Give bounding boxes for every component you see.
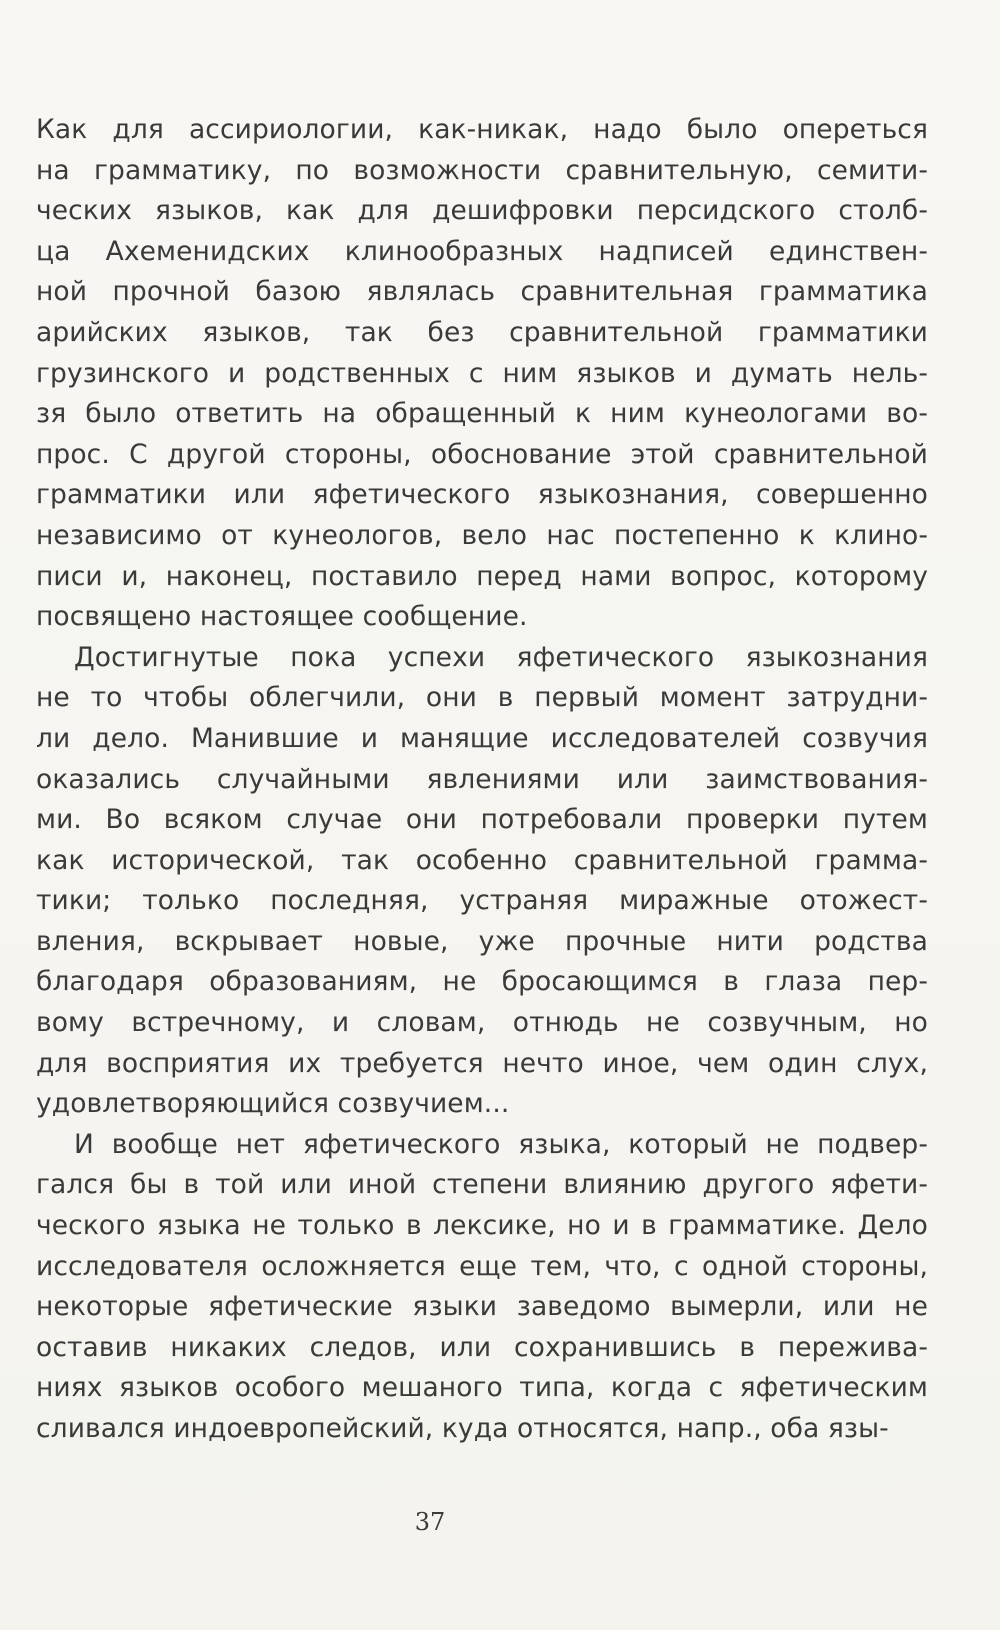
text-line: некоторые яфетические языки заведомо вымерли, или не <box>36 1291 928 1323</box>
text-line: ческого языка не только в лексике, но и в грамматике. Дело <box>36 1210 928 1242</box>
paragraph <box>36 110 928 638</box>
body-text <box>36 110 928 1450</box>
text-line: вления, вскрывает новые, уже прочные нити родства <box>36 925 928 957</box>
text-line: ческих языков, как для дешифровки персидского столб- <box>36 195 928 227</box>
text-line: ца Ахеменидских клинообразных надписей единствен- <box>36 235 928 267</box>
text-line: исследователя осложняется еще тем, что, с одной стороны, <box>36 1250 928 1282</box>
text-line: ниях языков особого мешаного типа, когда с яфетическим <box>36 1372 928 1404</box>
text-line: ли дело. Манившие и манящие исследователей созвучия <box>36 722 928 754</box>
text-line: не то чтобы облегчили, они в первый момент затрудни- <box>36 682 928 714</box>
text-line: И вообще нет яфетического языка, который не подвер- <box>74 1128 928 1160</box>
text-line: ной прочной базою являлась сравнительная грамматика <box>36 276 928 308</box>
text-line: оказались случайными явлениями или заимствования- <box>36 763 928 795</box>
text-line: писи и, наконец, поставило перед нами вопрос, которому <box>36 560 928 592</box>
text-line: зя было ответить на обращенный к ним кунеологами во- <box>36 398 928 430</box>
page-number: 37 <box>414 1508 446 1536</box>
text-line: арийских языков, так без сравнительной грамматики <box>36 316 928 348</box>
text-line: посвящено настоящее сообщение. <box>36 601 528 633</box>
paragraph <box>36 638 928 1125</box>
text-line: как исторической, так особенно сравнительной грамма- <box>36 844 928 876</box>
text-line: сливался индоевропейский, куда относятся, напр., оба язы- <box>36 1413 889 1444</box>
text-line: удовлетворяющийся созвучием... <box>36 1088 510 1120</box>
text-line: оставив никаких следов, или сохранившись в пережива- <box>36 1331 928 1363</box>
text-line: гался бы в той или иной степени влиянию другого яфети- <box>36 1169 928 1201</box>
text-line: Как для ассириологии, как-никак, надо было опереться <box>36 114 928 145</box>
text-line: тики; только последняя, устраняя миражные отожест- <box>36 885 928 917</box>
text-line: вому встречному, и словам, отнюдь не созвучным, но <box>36 1007 928 1039</box>
paragraph <box>36 1125 928 1450</box>
text-line: благодаря образованиям, не бросающимся в глаза пер- <box>36 966 928 998</box>
text-line: ми. Во всяком случае они потребовали проверки путем <box>36 804 928 836</box>
text-line: прос. С другой стороны, обоснование этой сравнительной <box>36 438 928 470</box>
text-line: грузинского и родственных с ним языков и думать нель- <box>36 357 928 389</box>
text-line: независимо от кунеологов, вело нас постепенно к клино- <box>36 519 928 551</box>
text-line: грамматики или яфетического языкознания, совершенно <box>36 479 928 511</box>
text-line: для восприятия их требуется нечто иное, чем один слух, <box>36 1047 928 1079</box>
text-line: на грамматику, по возможности сравнительную, семити- <box>36 154 928 186</box>
text-line: Достигнутые пока успехи яфетического языкознания <box>74 641 928 673</box>
